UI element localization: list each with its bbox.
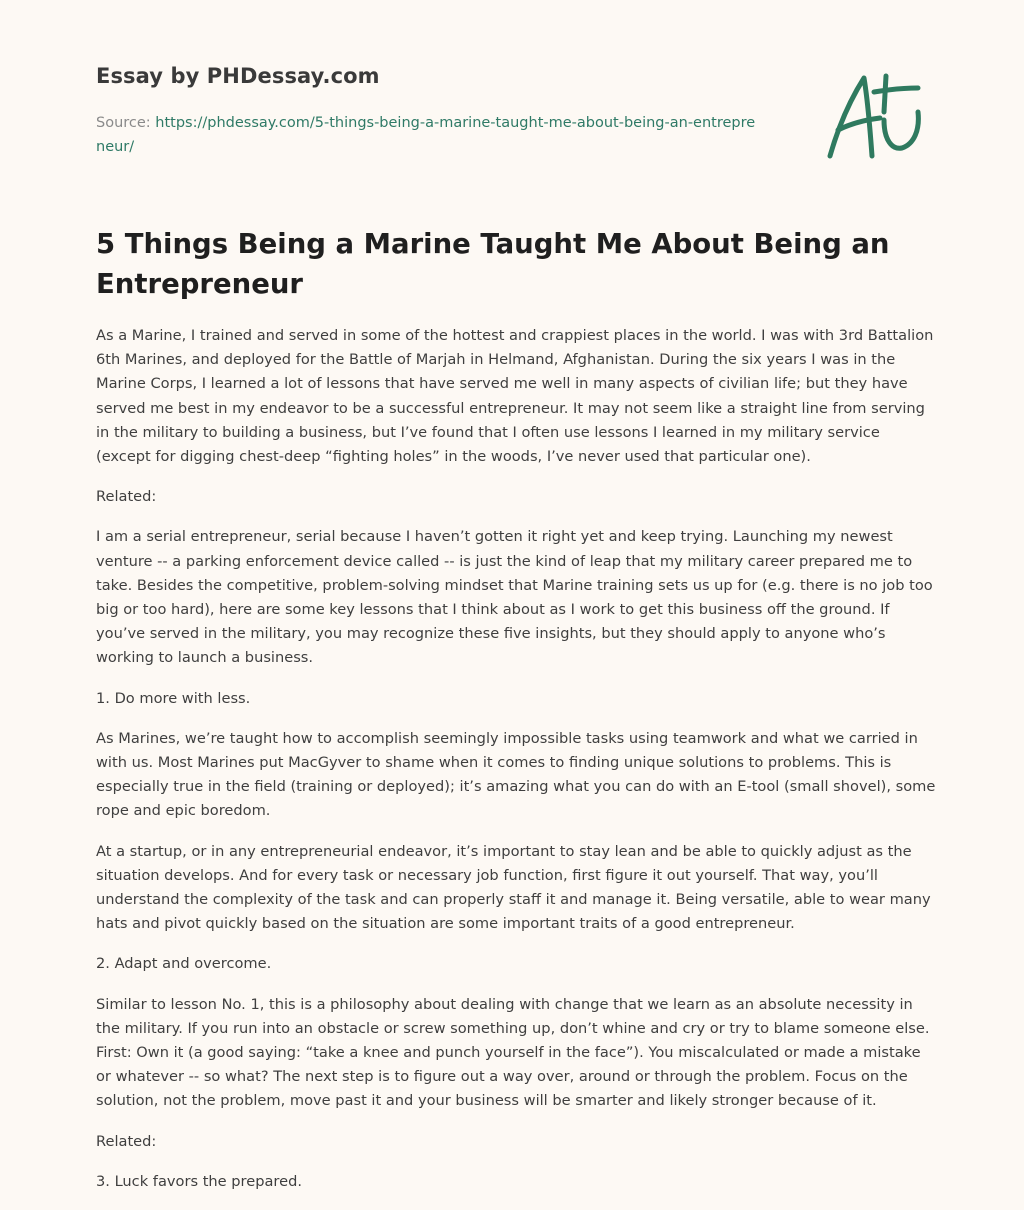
paragraph: I am a serial entrepreneur, serial because I haven’t gotten it right yet and keep trying. Launching my newest venture -- a parking enforcement device called -- is just the kind of leap that my military career prepared me to take. Besides the competitive, problem-solving mindset that Marine training sets us up for (e.g. there is no job too big or too hard), here are some key lessons that I think about as I work to get this business off the ground. If you’ve served in the military, you may recognize these five insights, but they should apply to anyone who’s working to launch a business.: [96, 528, 933, 667]
paragraph: Similar to lesson No. 1, this is a philosophy about dealing with change that we learn as an absolute necessity in the military. If you run into an obstacle or screw something up, don’t whine and cry or try to blame someone else. First: Own it (a good saying: “take a knee and punch yourself in the face”). You miscalculated or made a mistake or whatever -- so what? The next step is to figure out a way over, around or through the problem. Focus on the solution, not the problem, move past it and your business will be smarter and likely stronger because of it.: [96, 995, 930, 1110]
article-body: [96, 324, 936, 1210]
source-label: Source:: [96, 115, 151, 131]
related-label: Related:: [96, 1132, 157, 1150]
section-heading: 3. Luck favors the prepared.: [96, 1172, 302, 1190]
paragraph: As a Marine, I trained and served in some of the hottest and crappiest places in the world. I was with 3rd Battalion 6th Marines, and deployed for the Battle of Marjah in Helmand, Afghanistan. During the six years I was in the Marine Corps, I learned a lot of lessons that have served me well in many aspects of civilian life; but they have served me best in my endeavor to be a successful entrepreneur. It may not seem like a straight line from serving in the military to building a business, but I’ve found that I often use lessons I learned in my military service (except for digging chest-deep “fighting holes” in the woods, I’ve never used that particular one).: [96, 327, 934, 466]
paragraph: At a startup, or in any entrepreneurial endeavor, it’s important to stay lean and be able to quickly adjust as the situation develops. And for every task or necessary job function, first figure it out yourself. That way, you’ll understand the complexity of the task and can properly staff it and manage it. Being versatile, able to wear many hats and pivot quickly based on the situation are some important traits of a good entrepreneur.: [96, 842, 931, 933]
source-line: [96, 111, 756, 159]
site-brand: Essay by PHDessay.com: [96, 64, 380, 88]
a-plus-logo-icon: [824, 66, 928, 170]
related-label: Related:: [96, 488, 157, 506]
section-heading: 1. Do more with less.: [96, 689, 251, 707]
section-heading: 2. Adapt and overcome.: [96, 955, 272, 973]
source-link[interactable]: https://phdessay.com/5-things-being-a-marine-taught-me-about-being-an-entrepreneur/: [96, 115, 756, 155]
paragraph: As Marines, we’re taught how to accomplish seemingly impossible tasks using teamwork and what we carried in with us. Most Marines put MacGyver to shame when it comes to finding unique solutions to problems. This is especially true in the field (training or deployed); it’s amazing what you can do with an E-tool (small shovel), some rope and epic boredom.: [96, 729, 936, 820]
article-title: 5 Things Being a Marine Taught Me About Being an Entrepreneur: [96, 228, 890, 300]
